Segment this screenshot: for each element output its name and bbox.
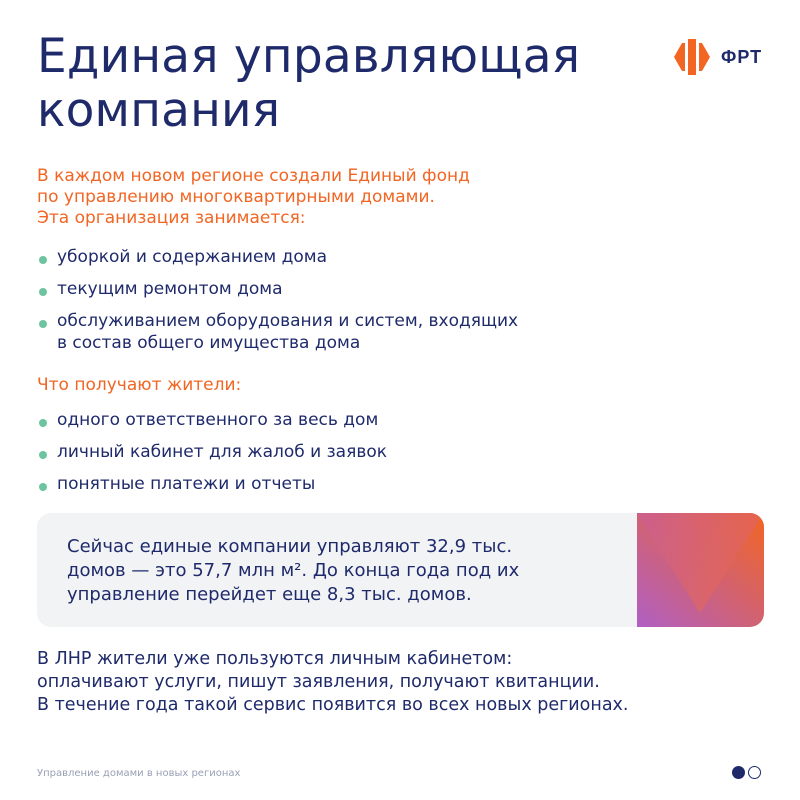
frt-logo-icon <box>672 37 716 77</box>
title-line-2: компания <box>37 83 281 138</box>
residents-heading: Что получают жители: <box>37 375 242 395</box>
duty-text: обслуживанием оборудования и систем, входящих <box>57 311 519 331</box>
intro-line-3: Эта организация занимается: <box>37 208 306 228</box>
intro-line-1: В каждом новом регионе создали Единый фонд <box>37 166 470 186</box>
bullet-icon <box>39 288 47 296</box>
list-item <box>37 278 757 300</box>
benefit-text: понятные платежи и отчеты <box>57 474 316 494</box>
list-item <box>37 473 757 495</box>
bullet-icon <box>39 419 47 427</box>
list-item <box>37 409 757 431</box>
logo-text: ФРТ <box>721 47 763 67</box>
callout-line-1: Сейчас единые компании управляют 32,9 тыс. <box>67 536 513 557</box>
page-title <box>37 30 637 138</box>
slide-pager <box>732 766 761 780</box>
footer-line-2: оплачивают услуги, пишут заявления, получают квитанции. <box>37 672 600 692</box>
bullet-icon <box>39 483 47 491</box>
intro-line-2: по управлению многоквартирными домами. <box>37 187 435 207</box>
duty-text-continued: в состав общего имущества дома <box>57 333 361 353</box>
statistics-callout <box>37 513 764 627</box>
footer-caption: Управление домами в новых регионах <box>37 768 241 779</box>
duty-text: уборкой и содержанием дома <box>57 247 328 267</box>
benefit-text: личный кабинет для жалоб и заявок <box>57 442 388 462</box>
list-item <box>37 310 757 354</box>
bullet-icon <box>39 320 47 328</box>
footer-line-3: В течение года такой сервис появится во всех новых регионах. <box>37 695 629 715</box>
callout-text <box>67 535 607 607</box>
duties-list <box>37 246 757 354</box>
callout-line-2: домов — это 57,7 млн м². До конца года под их <box>67 560 520 581</box>
bullet-icon <box>39 451 47 459</box>
list-item <box>37 246 757 268</box>
bullet-icon <box>39 256 47 264</box>
benefits-list <box>37 409 757 505</box>
lnr-paragraph <box>37 648 757 717</box>
duty-text: текущим ремонтом дома <box>57 279 283 299</box>
envelope-gradient-decoration <box>637 513 764 627</box>
benefit-text: одного ответственного за весь дом <box>57 410 379 430</box>
callout-line-3: управление перейдет еще 8,3 тыс. домов. <box>67 584 472 605</box>
frt-logo <box>672 37 767 77</box>
intro-paragraph <box>37 166 757 229</box>
pager-dot-active[interactable] <box>732 766 745 779</box>
pager-dot[interactable] <box>748 766 761 779</box>
list-item <box>37 441 757 463</box>
title-line-1: Единая управляющая <box>37 29 581 84</box>
footer-line-1: В ЛНР жители уже пользуются личным кабинетом: <box>37 649 513 669</box>
